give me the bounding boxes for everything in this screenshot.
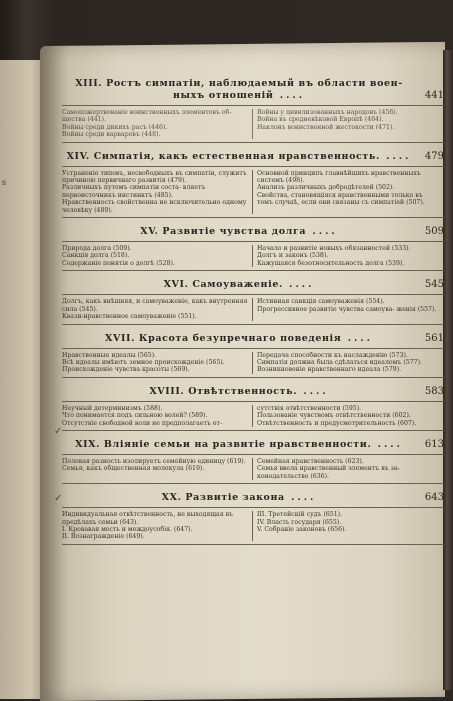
subtopic-column-left (62, 245, 253, 267)
chapter-entry (62, 386, 444, 431)
subtopic-item: Возникновеніе нравственнаго идеала (579). (257, 366, 402, 374)
subtopic-column-right (253, 458, 444, 480)
subtopic-column-left (62, 511, 253, 541)
chapter-entry (62, 78, 444, 143)
subtopic-item: Научный детерминизмъ (588). (62, 404, 163, 412)
subtopic-item: Нравственные идеалы (565). (62, 351, 157, 359)
subtopic-column-left (62, 405, 253, 427)
subtopic-column-right (253, 170, 444, 214)
subtopic-item: Природа долга (509). (62, 245, 132, 253)
subtopic-column-left (62, 298, 253, 320)
subtopic-column-right (253, 352, 444, 374)
subtopic-column-right (253, 511, 444, 541)
subtopic-item: Семейная нравственность (623). (257, 457, 364, 465)
divider (62, 430, 444, 431)
chapter-title: XIV. Симпатія, какъ естественная нравственность. (66, 150, 380, 162)
subtopic-item: Долгъ, какъ внѣшняя, и самоуваженіе, какъ внутренняя сила (545). (62, 298, 248, 313)
chapter-title: XVII. Красота безупречнаго поведенія (105, 332, 342, 344)
chapter-subtopics (62, 458, 444, 480)
subtopic-item: Отвѣтственность и предусмотрительность (607). (257, 419, 417, 427)
subtopic-item: Что понимается подъ сильною волей? (589). (62, 412, 208, 420)
chapter-entry (62, 151, 444, 218)
chapter-title: XX. Развитіе закона (161, 492, 285, 504)
subtopic-item: Прогрессивное развитіе чувства самоува- женія (557). (257, 305, 437, 313)
chapter-page-number: 441 (424, 90, 444, 101)
subtopic-item: Устраненіе типовъ, несвободныхъ въ симпатіи, служитъ причиною первичнаго развитія (479). (62, 169, 247, 185)
subtopic-item: Войны у цивилизованныхъ народовъ (456). (257, 109, 398, 116)
subtopic-column-left (62, 352, 253, 374)
chapter-heading (62, 279, 444, 291)
subtopic-item: Самопожертвованіе воинственныхъ элементовъ об- щества (441). (62, 109, 232, 124)
subtopic-item: Анализъ различныхъ добродѣтелей (502). (257, 184, 395, 192)
divider (62, 166, 444, 167)
divider (62, 270, 444, 271)
subtopic-item: II. Вознагражденіе (649). (62, 533, 145, 541)
chapter-subtopics (62, 245, 444, 267)
subtopic-column-right (253, 405, 444, 427)
dot-leaders: .... (341, 332, 373, 344)
book-edge (443, 50, 453, 690)
subtopic-item: Семья, какъ общественная молекула (619). (62, 465, 205, 473)
chapter-entry (62, 279, 444, 324)
divider (62, 324, 444, 325)
dot-leaders: .... (273, 90, 306, 101)
subtopic-item: Содержаніе понятія о долгѣ (528). (62, 259, 175, 267)
chapter-heading (62, 226, 444, 238)
chapter-heading (62, 78, 444, 102)
subtopic-item: Семья ввела нравственный элементъ въ за- конодательство (636). (257, 465, 400, 480)
chapter-heading (62, 151, 444, 163)
chapter-title: XVI. Самоуваженіе. (163, 279, 283, 291)
subtopic-item: Нравственность свойственна не исключительно одному человѣку (489). (62, 199, 247, 214)
divider (62, 401, 444, 402)
subtopic-item: Свойства, становящіяся нравственными только въ томъ случаѣ, если они связаны съ симпатіей (507). (257, 191, 425, 207)
chapter-title: XV. Развитіе чувства долга (140, 226, 307, 238)
divider (62, 377, 444, 378)
divider (62, 142, 444, 143)
subtopic-item: Основной принципъ главнѣйшихъ нравственныхъ системъ (498). (257, 169, 421, 185)
subtopic-item: Квази-нравственное самоуваженіе (551). (62, 313, 197, 321)
subtopic-column-right (253, 298, 444, 320)
chapter-heading (62, 492, 444, 504)
divider (62, 544, 444, 545)
subtopic-item: Кажущаяся безотносительность долга (539). (257, 259, 405, 267)
chapter-page-number: 613 (424, 438, 444, 450)
subtopic-item: III. Третейскій судъ (651). (257, 511, 343, 519)
dot-leaders: .... (284, 492, 317, 504)
subtopic-item: V. Собраніе законовъ (656). (257, 525, 347, 533)
chapter-subtopics (62, 298, 444, 320)
subtopic-item: Индивидуальная отвѣтственность, не выходящая въ предѣлахъ семьи (643). (62, 511, 233, 526)
subtopic-item: Начало и развитіе новыхъ обязанностей (533). (257, 245, 411, 253)
divider (62, 241, 444, 242)
divider (62, 483, 444, 484)
subtopic-item: сутствія отвѣтственности (595). (257, 404, 362, 412)
divider (62, 348, 444, 349)
chapter-title: XIX. Вліяніе семьи на развитіе нравственности. (75, 438, 372, 450)
chapter-entry (62, 226, 444, 271)
subtopic-item: Различныхъ путемъ симпатіи соста- вляетъ первоисточникъ инстинктъ (485). (62, 184, 206, 199)
subtopic-item: Войны среди дикихъ расъ (446). (62, 123, 168, 131)
chapter-subtopics (62, 352, 444, 374)
chapter-page-number: 545 (424, 279, 444, 291)
chapter-subtopics (62, 170, 444, 214)
chapter-subtopics (62, 405, 444, 427)
chapter-page-number: 583 (424, 385, 444, 397)
dot-leaders: .... (379, 150, 412, 162)
subtopic-item: Происхожденіе чувства красоты (569). (62, 366, 190, 374)
subtopic-item: Отсутствіе свободной воли не предполагаетъ от- (62, 419, 223, 427)
subtopic-item: Всѣ идеалы имѣютъ земное происхожденіе (565). (62, 358, 225, 366)
margin-mark: s (2, 178, 7, 187)
chapter-page-number: 479 (424, 150, 444, 162)
chapter-heading (62, 386, 444, 398)
divider (62, 507, 444, 508)
chapter-page-number: 561 (424, 332, 444, 344)
chapter-page-number: 643 (424, 492, 444, 504)
subtopic-item: Половая разность изолируетъ семейную единицу (619). (62, 457, 246, 465)
subtopic-item: Симпатія должна была сдѣлаться идеаломъ (577). (257, 358, 422, 366)
chapter-heading (62, 333, 444, 345)
dot-leaders: .... (371, 438, 403, 450)
chapter-entry (62, 439, 444, 484)
subtopic-item: Санкція долга (518). (62, 252, 130, 260)
subtopic-column-left (62, 109, 253, 139)
dot-leaders: .... (306, 226, 338, 238)
divider (62, 294, 444, 295)
chapter-subtopics (62, 109, 444, 139)
subtopic-column-right (253, 245, 444, 267)
subtopic-item: Наклонъ воинственной жестокости (471). (257, 123, 395, 131)
subtopic-item: Войны среди варваровъ (448). (62, 131, 161, 139)
dot-leaders: .... (297, 385, 329, 397)
dot-leaders: .... (282, 279, 315, 291)
subtopic-column-left (62, 458, 253, 480)
chapter-entry (62, 333, 444, 378)
subtopic-item: Пользованіе чувствомъ отвѣтственности (602). (257, 412, 411, 420)
subtopic-item: Война въ средневѣковой Европѣ (464). (257, 116, 384, 124)
pencil-checkmark: ✓ (54, 493, 63, 504)
chapter-subtopics (62, 511, 444, 541)
divider (62, 105, 444, 106)
divider (62, 454, 444, 455)
subtopic-item: Истинная санкція самоуваженія (554). (257, 298, 385, 306)
table-of-contents (62, 78, 444, 553)
subtopic-column-left (62, 170, 253, 214)
subtopic-item: IV. Власть государя (655). (257, 518, 342, 526)
chapter-title: XIII. Ростъ симпатіи, наблюдаемый въ области воен- ныхъ отношеній (75, 78, 403, 101)
subtopic-item: Долгъ и законъ (538). (257, 252, 329, 260)
divider (62, 217, 444, 218)
chapter-title: XVIII. Отвѣтственность. (149, 385, 298, 397)
pencil-checkmark: ✓ (54, 426, 63, 437)
chapter-heading (62, 439, 444, 451)
subtopic-item: I. Кровавая месть и междоусобія. (647). (62, 525, 193, 533)
chapter-page-number: 509 (424, 226, 444, 238)
subtopic-item: Передача способности къ наслажденію (573). (257, 351, 408, 359)
subtopic-column-right (253, 109, 444, 139)
chapter-entry (62, 492, 444, 545)
